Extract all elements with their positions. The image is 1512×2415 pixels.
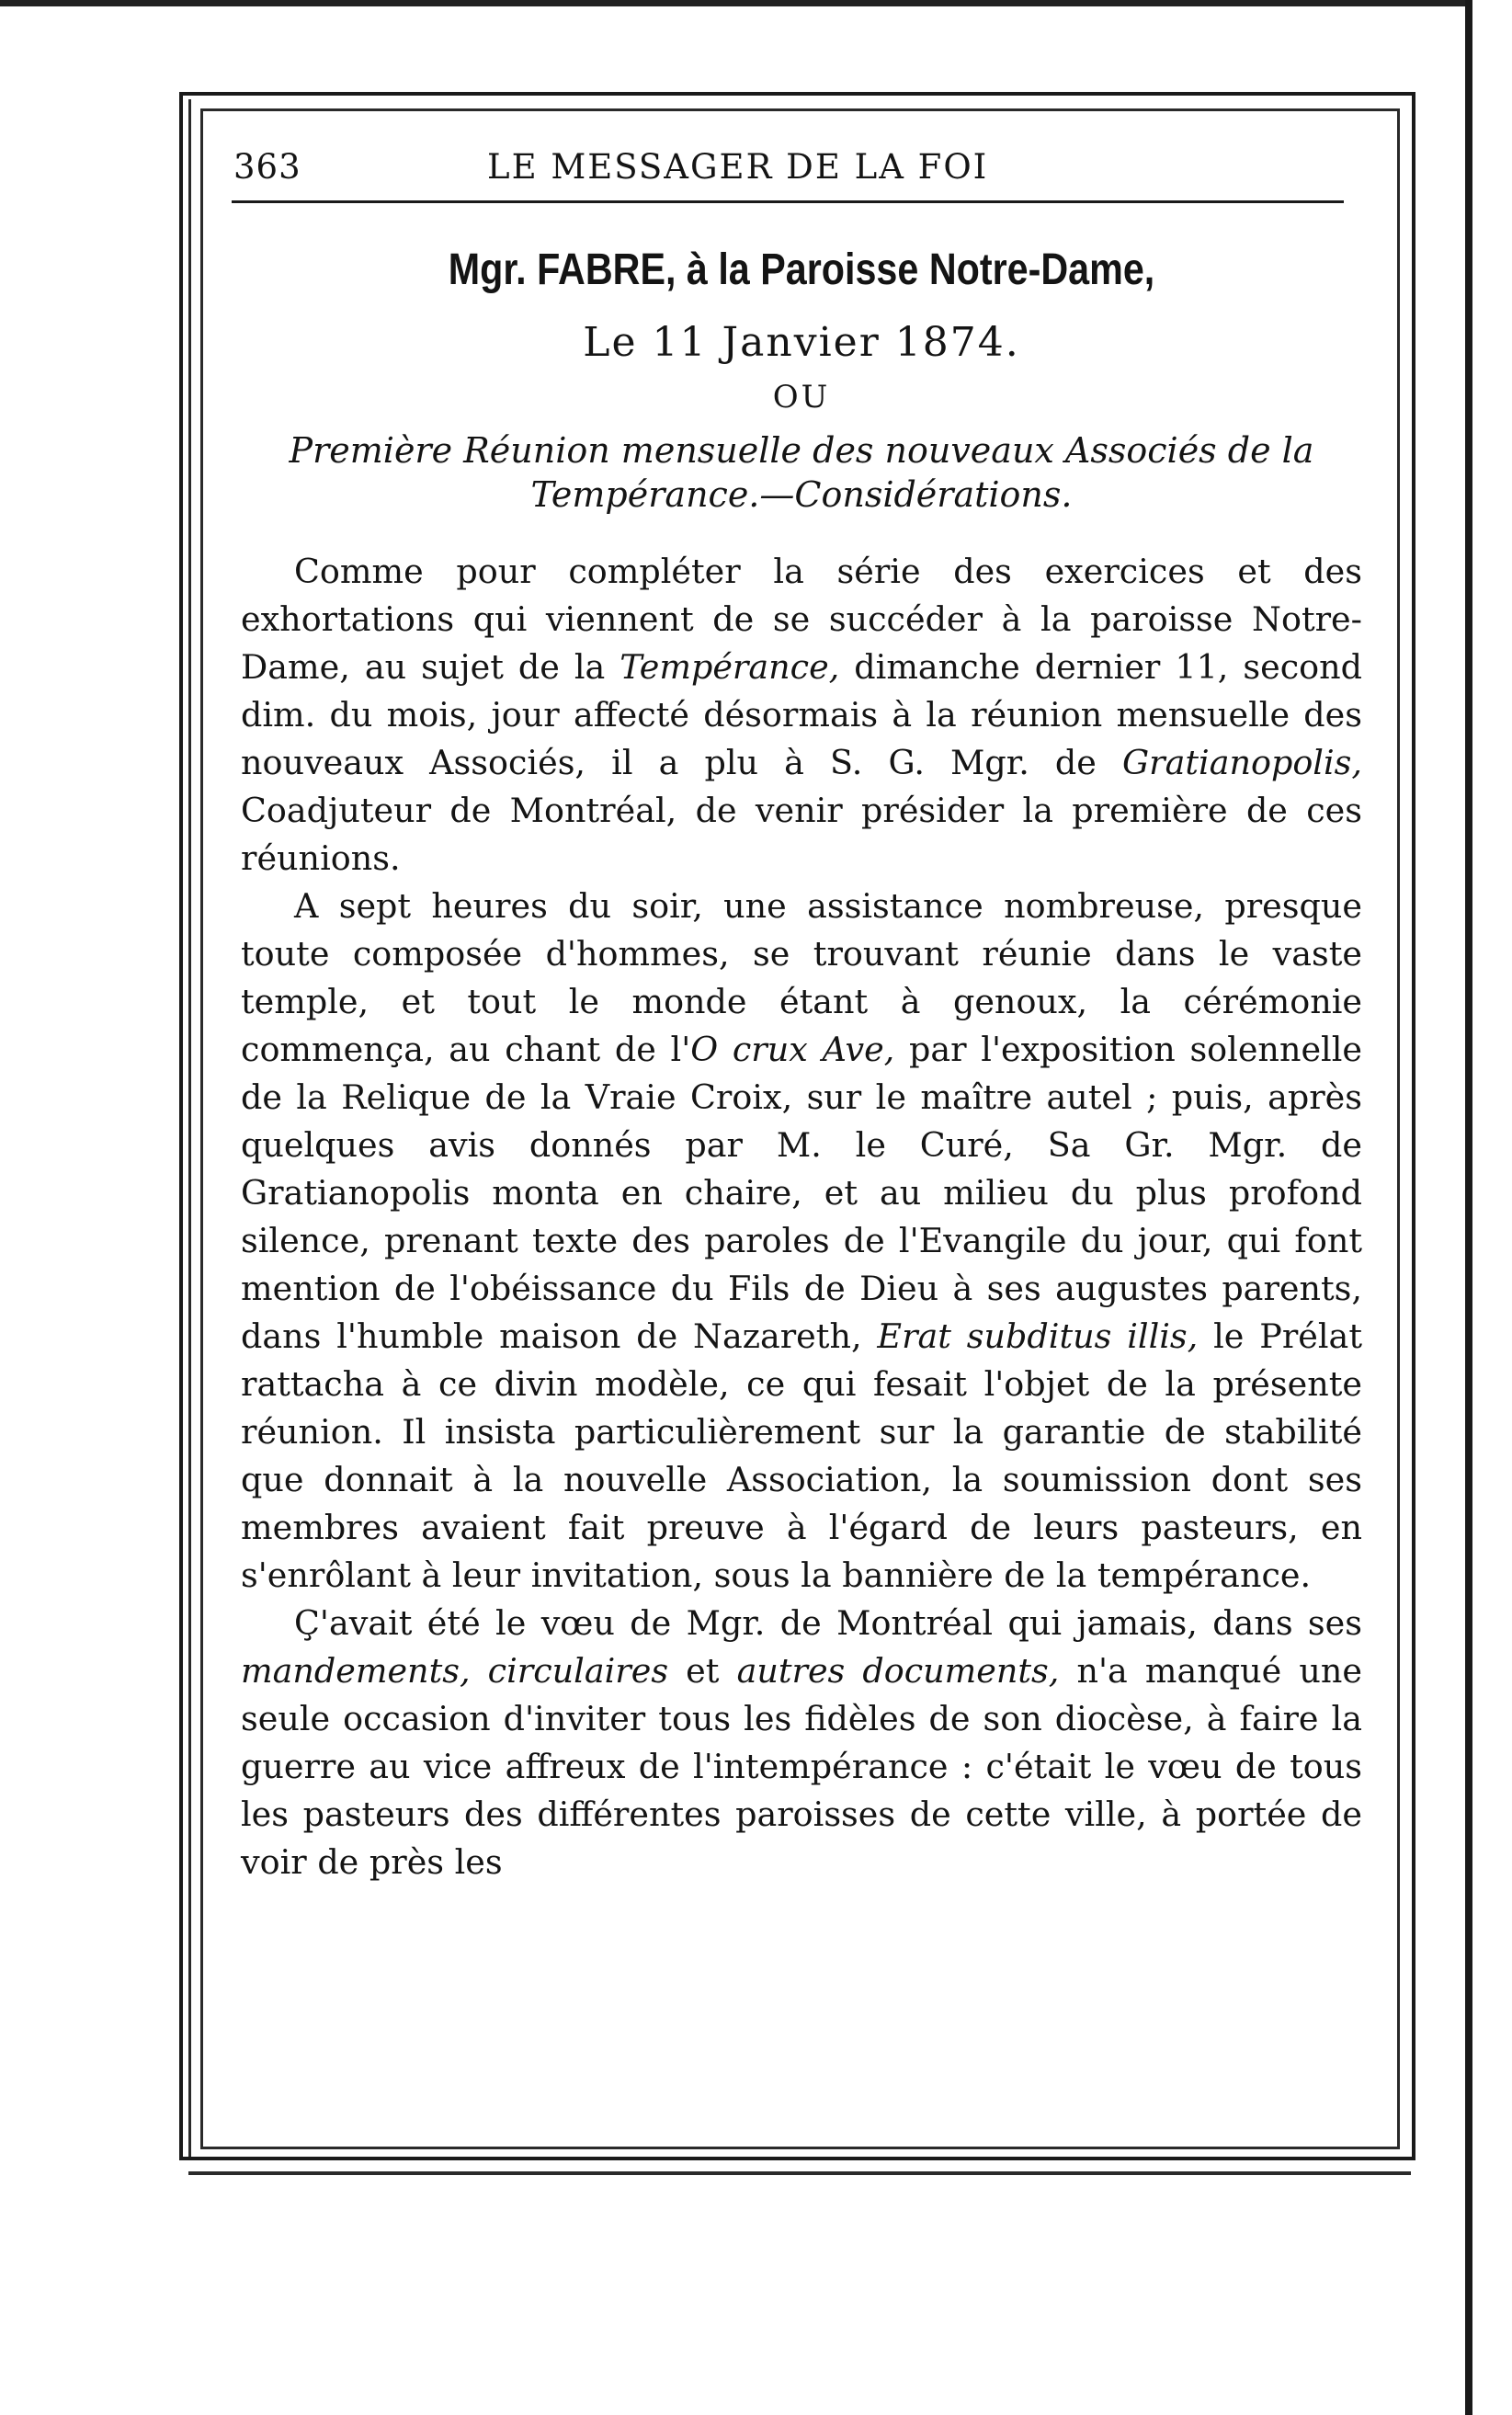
paragraph-3-text-c: et bbox=[668, 1651, 737, 1691]
paragraph-1 bbox=[241, 548, 1362, 883]
paragraph-3-text-e: n'a manqué une seule occasion d'inviter tous les fidèles de son diocèse, à faire la guerre au vice affreux de l'intempérance : c'était le vœu de tous les pasteurs des différentes paroisses de cette ville, à portée de voir de près les bbox=[241, 1651, 1362, 1882]
right-page-edge bbox=[1465, 0, 1472, 2415]
paragraph-2-text-c: par l'exposition solennelle de la Relique de la Vraie Croix, sur le maître autel ; puis, après quelques avis donnés par M. le Curé, Sa Gr. Mgr. de Gratianopolis monta en chaire, et au milieu du plus profond silence, prenant texte des paroles de l'Evangile du jour, qui font mention de l'obéissance du Fils de Dieu à ses augustes parents, dans l'humble maison de Nazareth, bbox=[241, 1030, 1362, 1356]
paragraph-2-italic-erat-subditus: Erat subditus illis, bbox=[877, 1316, 1199, 1356]
page-frame-bottom-rule bbox=[188, 2171, 1411, 2175]
header-rule bbox=[232, 200, 1344, 203]
article-body bbox=[241, 548, 1362, 1886]
paragraph-2-italic-o-crux-ave: O crux Ave, bbox=[690, 1030, 895, 1069]
paragraph-1-italic-temperance: Tempérance, bbox=[620, 647, 840, 687]
article-date: Le 11 Janvier 1874. bbox=[583, 319, 1020, 366]
journal-title: LE MESSAGER DE LA FOI bbox=[487, 147, 989, 187]
running-header bbox=[233, 129, 1362, 200]
paragraph-3 bbox=[241, 1600, 1362, 1886]
page-number: 363 bbox=[233, 147, 301, 187]
paragraph-2 bbox=[241, 883, 1362, 1600]
paragraph-1-italic-gratianopolis: Gratianopolis, bbox=[1122, 743, 1362, 782]
article-or: OU bbox=[772, 379, 831, 416]
page-frame-left-rule bbox=[188, 99, 191, 2157]
page-content bbox=[233, 129, 1362, 2142]
article-title: Mgr. FABRE, à la Paroisse Notre-Dame, bbox=[448, 245, 1155, 294]
paragraph-3-italic-mandements: mandements, circulaires bbox=[241, 1651, 669, 1691]
paragraph-1-text-c: dimanche dernier 11, second dim. du mois, jour affecté désormais à la réunion mensuelle des nouveaux Associés, il a plu à S. G. Mgr. de bbox=[241, 647, 1362, 782]
paragraph-1-text-e: Coadjuteur de Montréal, de venir présider la première de ces réunions. bbox=[241, 791, 1362, 878]
paragraph-1-text-a: Comme pour compléter la série des exercices et des exhortations qui viennent de se succéder à la paroisse Notre-Dame, au sujet de la bbox=[241, 552, 1362, 687]
paragraph-2-text-a: A sept heures du soir, une assistance nombreuse, presque toute composée d'hommes, se trouvant réunie dans le vaste temple, et tout le monde étant à genoux, la cérémonie commença, au chant de l' bbox=[241, 886, 1362, 1069]
paragraph-3-italic-autres-documents: autres documents, bbox=[736, 1651, 1060, 1691]
paragraph-2-text-e: le Prélat rattacha à ce divin modèle, ce qui fesait l'objet de la présente réunion. Il insista particulièrement sur la garantie de stabilité que donnait à la nouvelle Association, la soumission dont ses membres avaient fait preuve à l'égard de leurs pasteurs, en s'enrôlant à leur invitation, sous la bannière de la tempérance. bbox=[241, 1316, 1362, 1595]
top-border-rule bbox=[0, 0, 1471, 6]
paragraph-3-text-a: Ç'avait été le vœu de Mgr. de Montréal qui jamais, dans ses bbox=[294, 1603, 1362, 1643]
article-subtitle: Première Réunion mensuelle des nouveaux Associés de la Tempérance.—Considérations. bbox=[289, 430, 1314, 515]
